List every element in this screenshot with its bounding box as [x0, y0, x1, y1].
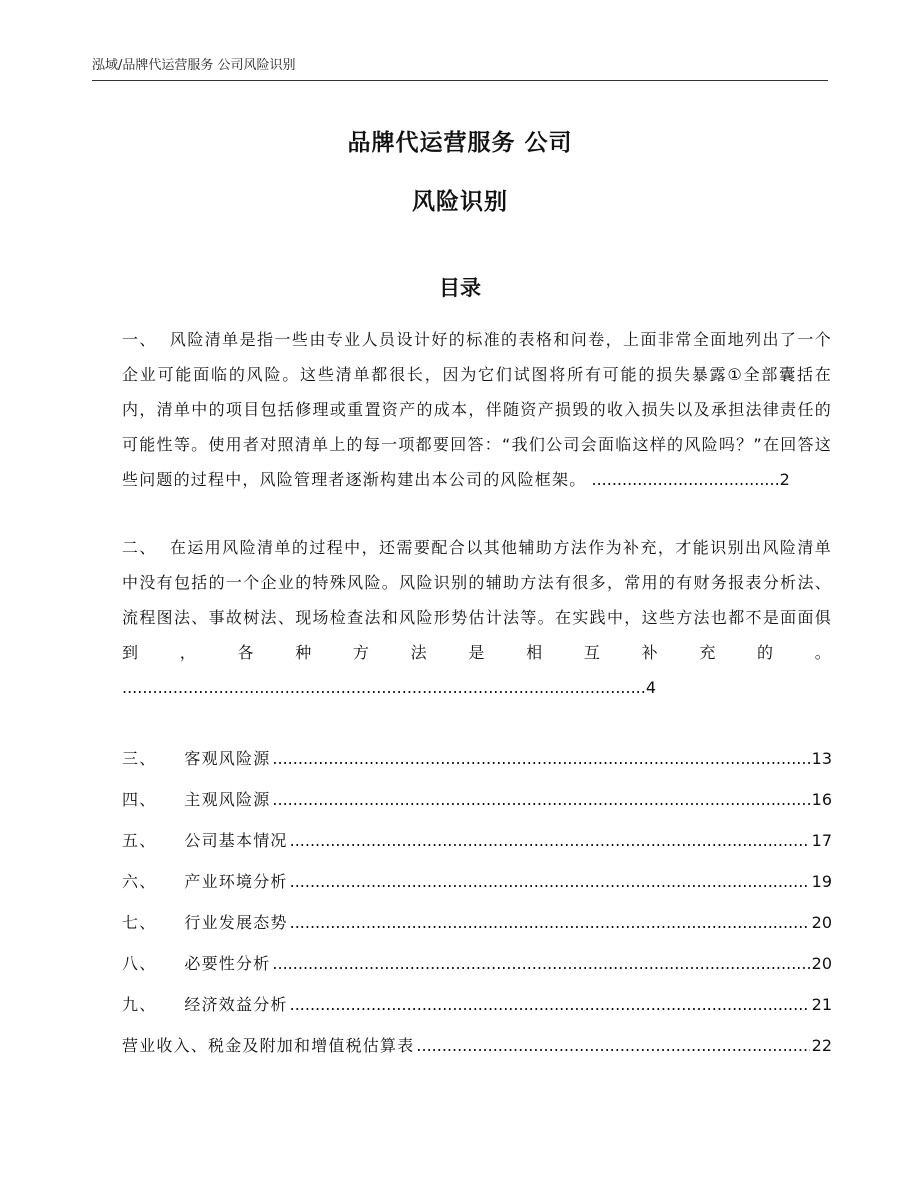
toc-entry-number: 六、 [122, 872, 157, 891]
toc-entry-text: 在运用风险清单的过程中，还需要配合以其他辅助方法作为补充，才能识别出风险清单中没有包括的一个企业的特殊风险。风险识别的辅助方法有很多，常用的有财务报表分析法、流程图法、事故树法、现场检查法和风险形势估计法等。在实践中，这些方法也都不是面面俱到，各种方法是相互补充的。 [122, 538, 832, 662]
toc-heading: 目录 [439, 276, 481, 300]
toc-entry-number: 二、 [122, 538, 157, 557]
toc-entry-number: 一、 [122, 330, 157, 349]
toc-page-number: 21 [811, 995, 832, 1014]
toc-leader [290, 861, 810, 902]
toc-entry-10[interactable] [122, 1025, 832, 1066]
toc-entry-8[interactable] [122, 943, 832, 984]
toc-entry-text: 主观风险源 [184, 790, 271, 809]
document-subtitle: 风险识别 [412, 189, 508, 215]
toc-entry-1[interactable] [122, 322, 832, 530]
toc-leader: ....................................................................................................... [122, 678, 646, 697]
toc-page-number: 20 [811, 913, 832, 932]
page-header: 泓域/品牌代运营服务 公司风险识别 [92, 58, 296, 73]
toc-entry-number: 七、 [122, 913, 157, 932]
toc-entry-text: 风险清单是指一些由专业人员设计好的标准的表格和问卷，上面非常全面地列出了一个企业可能面临的风险。这些清单都很长，因为它们试图将所有可能的损失暴露①全部囊括在内，清单中的项目包括修理或重置资产的成本，伴随资产损毁的收入损失以及承担法律责任的可能性等。使用者对照清单上的每一项都要回答：“我们公司会面临这样的风险吗？”在回答这些问题的过程中，风险管理者逐渐构建出本公司的风险框架。 [122, 330, 832, 489]
toc-entry-3[interactable] [122, 738, 832, 779]
toc-page-number: 16 [811, 790, 832, 809]
toc-leader [290, 820, 810, 861]
toc-entry-text: 产业环境分析 [184, 872, 288, 891]
toc-leader [290, 902, 810, 943]
toc-leader [416, 1025, 809, 1066]
document-title: 品牌代运营服务 公司 [347, 130, 573, 156]
toc-entry-number: 三、 [122, 749, 157, 768]
header-rule [92, 80, 828, 81]
toc-entry-9[interactable] [122, 984, 832, 1025]
toc-leader [290, 984, 810, 1025]
toc-entry-number: 五、 [122, 831, 157, 850]
toc-entry-text: 客观风险源 [184, 749, 271, 768]
toc-page-number: 17 [811, 831, 832, 850]
toc-leader [272, 779, 809, 820]
toc-page-number: 13 [811, 749, 832, 768]
toc-entry-text: 必要性分析 [184, 954, 271, 973]
toc-entry-text: 公司基本情况 [184, 831, 288, 850]
toc-leader [272, 943, 809, 984]
toc-entry-2[interactable] [122, 530, 832, 738]
toc-entry-number: 四、 [122, 790, 157, 809]
toc-entry-7[interactable] [122, 902, 832, 943]
toc-entry-number: 九、 [122, 995, 157, 1014]
toc-page-number: 22 [811, 1036, 832, 1055]
toc-entry-number: 八、 [122, 954, 157, 973]
toc-entry-text: 行业发展态势 [184, 913, 288, 932]
toc-entry-4[interactable] [122, 779, 832, 820]
toc-leader [272, 738, 809, 779]
table-of-contents [122, 322, 832, 1066]
toc-page-number: 19 [811, 872, 832, 891]
toc-entry-text: 营业收入、税金及附加和增值税估算表 [122, 1036, 415, 1055]
toc-page-number: 20 [811, 954, 832, 973]
toc-entry-6[interactable] [122, 861, 832, 902]
toc-entry-5[interactable] [122, 820, 832, 861]
toc-leader: ..................................... [586, 470, 780, 489]
toc-page-number: 2 [779, 470, 790, 489]
toc-page-number: 4 [645, 678, 657, 697]
toc-entry-text: 经济效益分析 [184, 995, 288, 1014]
